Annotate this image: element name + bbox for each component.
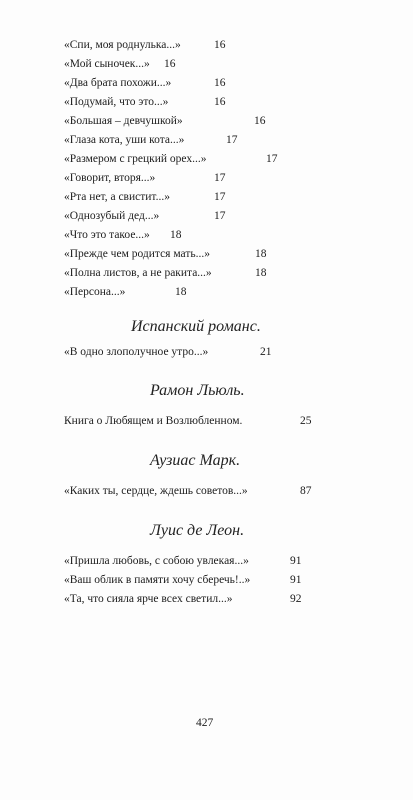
toc-entry	[64, 114, 266, 128]
section-heading: Испанский романс.	[131, 318, 261, 335]
toc-entry-page: 92	[290, 593, 302, 605]
toc-entry-title: «Мой сыночек...»	[64, 58, 150, 70]
toc-entry-page: 17	[214, 191, 226, 203]
toc-entry-title: «Рта нет, а свистит...»	[64, 191, 170, 203]
toc-entry	[64, 345, 272, 359]
toc-entry-page: 18	[255, 248, 267, 260]
toc-entry-title: «Пришла любовь, с собою увлекая...»	[64, 555, 249, 567]
toc-entry-page: 17	[226, 134, 238, 146]
toc-entry-page: 16	[254, 115, 266, 127]
toc-entry	[64, 592, 302, 606]
toc-entry	[64, 190, 226, 204]
toc-entry	[64, 266, 267, 280]
toc-entry	[64, 414, 312, 428]
toc-entry-page: 18	[175, 286, 187, 298]
toc-entry-title: «Прежде чем родится мать...»	[64, 248, 210, 260]
toc-entry-page: 18	[170, 229, 182, 241]
toc-entry	[64, 95, 226, 109]
toc-entry-title: «Что это такое...»	[64, 229, 150, 241]
toc-entry	[64, 573, 302, 587]
section-heading: Рамон Льюль.	[150, 382, 245, 399]
toc-entry	[64, 171, 226, 185]
toc-entry-page: 16	[214, 77, 226, 89]
toc-entry-page: 16	[214, 96, 226, 108]
toc-entry-title: «Подумай, что это...»	[64, 96, 169, 108]
toc-entry-title: «Ваш облик в памяти хочу сберечь!..»	[64, 574, 251, 586]
toc-entry	[64, 57, 176, 71]
toc-entry	[64, 152, 278, 166]
toc-entry	[64, 247, 267, 261]
toc-entry	[64, 554, 302, 568]
toc-entry-page: 25	[300, 415, 312, 427]
toc-entry-page: 17	[266, 153, 278, 165]
toc-entry-title: Книга о Любящем и Возлюбленном.	[64, 415, 243, 427]
toc-entry-title: «Та, что сияла ярче всех светил...»	[64, 593, 233, 605]
toc-entry-page: 18	[255, 267, 267, 279]
toc-entry-title: «Говорит, вторя...»	[64, 172, 156, 184]
toc-entry	[64, 209, 226, 223]
toc-entry-title: «Глаза кота, уши кота...»	[64, 134, 185, 146]
toc-entry-page: 16	[164, 58, 176, 70]
toc-entry	[64, 285, 187, 299]
toc-entry-title: «В одно злополучное утро...»	[64, 346, 209, 358]
toc-entry-page: 21	[260, 346, 272, 358]
toc-entry-page: 17	[214, 172, 226, 184]
toc-entry-title: «Два брата похожи...»	[64, 77, 172, 89]
toc-entry-page: 16	[214, 39, 226, 51]
toc-entry-title: «Размером с грецкий орех...»	[64, 153, 207, 165]
section-heading: Луис де Леон.	[150, 522, 245, 539]
toc-entry-title: «Персона...»	[64, 286, 126, 298]
toc-entry-page: 91	[290, 574, 302, 586]
toc-entry-title: «Каких ты, сердце, ждешь советов...»	[64, 485, 248, 497]
toc-entry	[64, 38, 226, 52]
toc-entry-page: 91	[290, 555, 302, 567]
toc-entry-title: «Однозубый дед...»	[64, 210, 160, 222]
toc-entry-title: «Полна листов, а не ракита...»	[64, 267, 212, 279]
page-number: 427	[196, 717, 214, 729]
toc-entry	[64, 76, 226, 90]
toc-entry	[64, 133, 238, 147]
toc-entry-title: «Большая – девчушкой»	[64, 115, 183, 127]
toc-entry-title: «Спи, моя роднулька...»	[64, 39, 181, 51]
toc-entry	[64, 228, 182, 242]
section-heading: Аузиас Марк.	[150, 452, 241, 469]
toc-entry	[64, 484, 312, 498]
toc-entry-page: 87	[300, 485, 312, 497]
toc-entry-page: 17	[214, 210, 226, 222]
